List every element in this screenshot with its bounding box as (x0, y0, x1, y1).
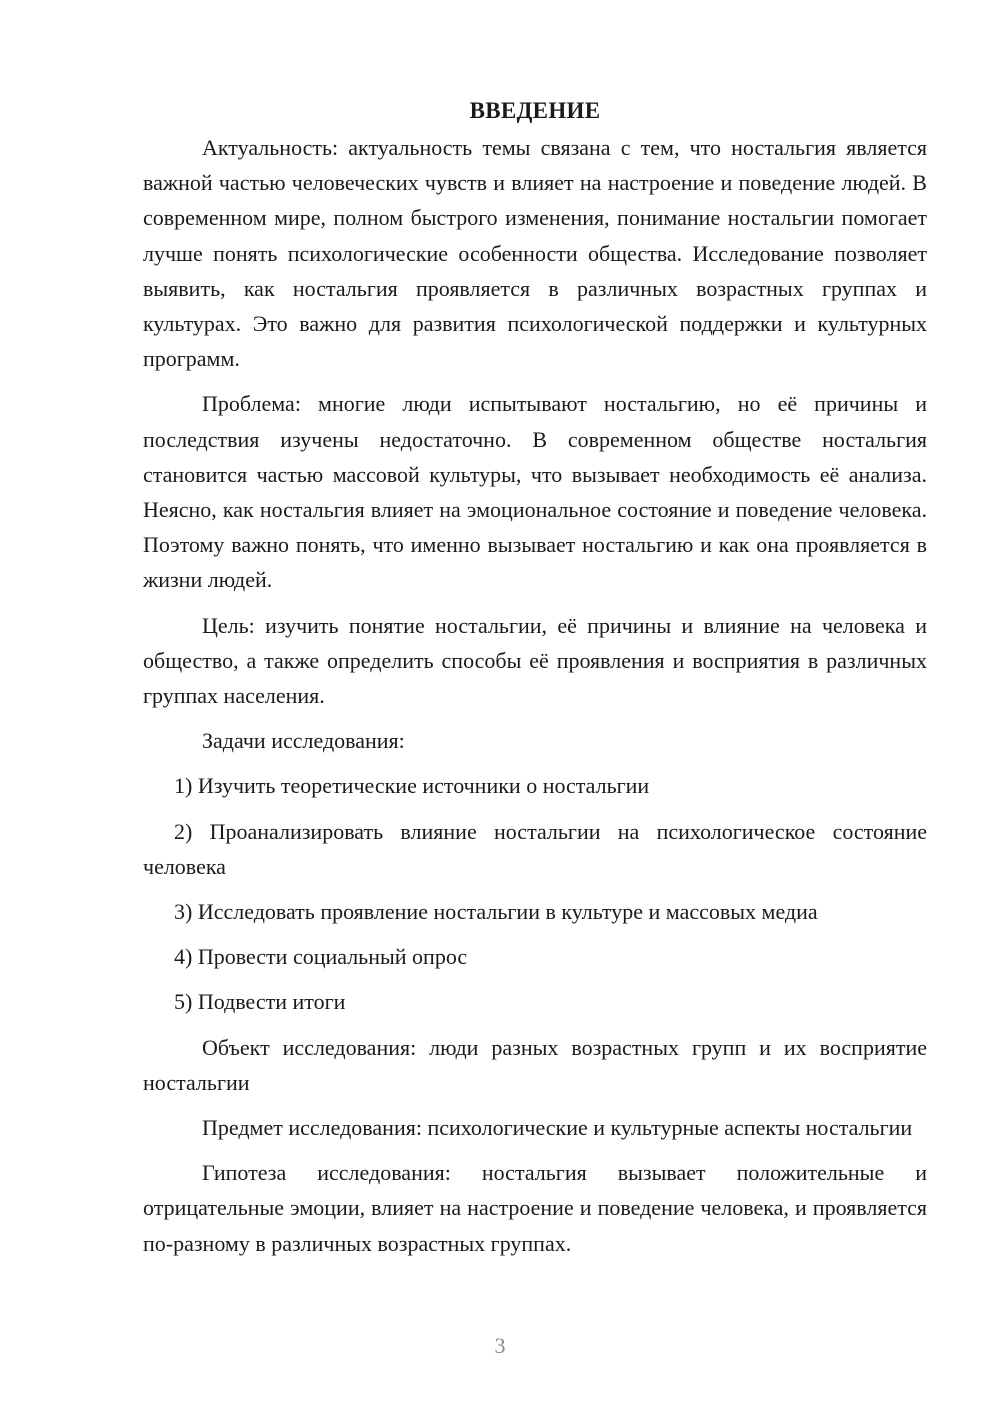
tasks-list (143, 768, 927, 1019)
tasks-heading: Задачи исследования: (202, 728, 405, 754)
page-number: 3 (494, 1333, 506, 1358)
problem-paragraph: Проблема: многие люди испытывают ностальгию, но её причины и последствия изучены недостаточно. В современном обществе ностальгия становится частью массовой культуры, что вызывает необходимость её анализа. Неясно, как ностальгия влияет на эмоциональное состояние и поведение человека. Поэтому важно понять, что именно вызывает ностальгию и как она проявляется в жизни людей. (143, 391, 927, 593)
task-item-4: 4) Провести социальный опрос (174, 944, 468, 970)
subject-paragraph: Предмет исследования: психологические и культурные аспекты ностальгии (202, 1115, 913, 1141)
hypothesis-paragraph: Гипотеза исследования: ностальгия вызывает положительные и отрицательные эмоции, влияет на настроение и поведение человека, и проявляется по-разному в различных возрастных группах. (143, 1160, 927, 1256)
relevance-paragraph: Актуальность: актуальность темы связана с тем, что ностальгия является важной частью человеческих чувств и влияет на настроение и поведение людей. В современном мире, полном быстрого изменения, понимание ностальгии помогает лучше понять психологические особенности общества. Исследование позволяет выявить, как ностальгия проявляется в различных возрастных группах и культурах. Это важно для развития психологической поддержки и культурных программ. (143, 135, 927, 372)
section-title: ВВЕДЕНИЕ (469, 98, 601, 123)
task-item-5: 5) Подвести итоги (174, 989, 346, 1015)
task-item-2: 2) Проанализировать влияние ностальгии на психологическое состояние человека (143, 818, 927, 879)
task-item-3: 3) Исследовать проявление ностальгии в культуре и массовых медиа (174, 899, 818, 925)
goal-paragraph: Цель: изучить понятие ностальгии, её причины и влияние на человека и общество, а также определить способы её проявления и восприятия в различных группах населения. (143, 612, 927, 709)
task-item-1: 1) Изучить теоретические источники о ностальгии (174, 773, 650, 799)
object-paragraph: Объект исследования: люди разных возрастных групп и их восприятие ностальгии (143, 1034, 927, 1095)
document-page (143, 96, 927, 1271)
